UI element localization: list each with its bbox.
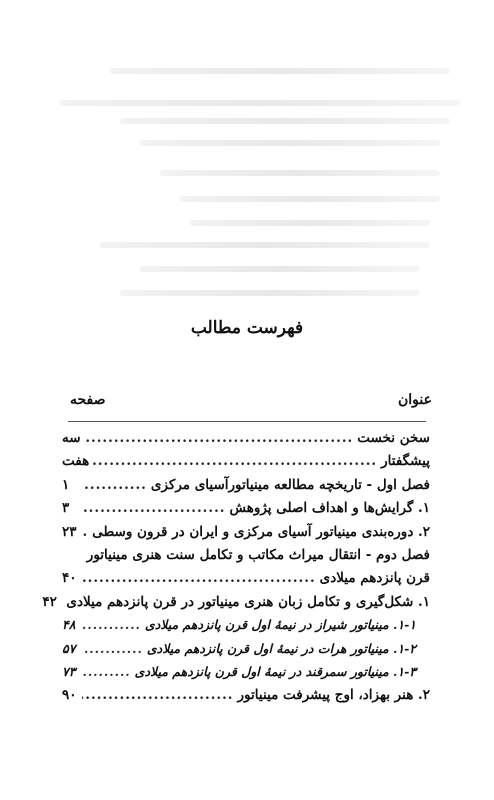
toc-entry-page: ۲۳ [62, 523, 77, 540]
toc-entry [62, 524, 430, 547]
toc-entry [62, 500, 430, 523]
toc-entry-page: ۳ [62, 500, 70, 517]
toc-entry-label: ۱. گرایش‌ها و اهداف اصلی پژوهش [229, 500, 430, 517]
toc-entry-page: ۴۲ [42, 593, 57, 610]
leader-dots [82, 664, 131, 679]
toc-entry [62, 617, 430, 640]
toc-entry-page: هفت [62, 453, 90, 470]
leader-dots [82, 617, 141, 632]
leader-dots [82, 524, 88, 540]
toc-entry-label: فصل اول - تاریخچه مطالعه مینیاتورآسیای مرکزی [150, 476, 430, 493]
toc-entry-label: ۱-۳. مینیاتور سمرقند در نیمهٔ اول قرن پانزدهم میلادی [134, 663, 416, 679]
leader-dots [85, 430, 354, 446]
toc-entry-label: قرن پانزدهم میلادی [319, 570, 430, 587]
toc-entry-label: ۱-۱. مینیاتور شیراز در نیمهٔ اول قرن پانزدهم میلادی [144, 617, 416, 633]
header-divider [68, 421, 426, 422]
leader-dots [82, 477, 147, 493]
toc-entry-page: ۵۷ [62, 640, 76, 656]
toc-entry [62, 687, 430, 710]
toc-entry-label: ۲. دوره‌بندی مینیاتور آسیای مرکزی و ایران در قرون وسطی [92, 523, 430, 540]
leader-dots [82, 687, 234, 703]
toc-entry-label: ۱-۲. مینیاتور هرات در نیمهٔ اول قرن پانزدهم میلادی [146, 640, 416, 656]
toc-entry [62, 430, 430, 453]
toc-entry [62, 453, 430, 476]
toc-entry-label: سخن نخست [357, 430, 430, 446]
toc-entry-page: سه [62, 430, 81, 446]
toc-entry-page: ۱ [62, 476, 70, 493]
toc-entry-label: ۲. هنر بهزاد، اوج پیشرفت مینیاتور [237, 687, 430, 704]
leader-dots [93, 453, 377, 469]
toc-list [42, 430, 430, 711]
toc-entry-page: ۹۰ [62, 687, 77, 704]
toc-entry-label: فصل دوم - انتقال میراث مکاتب و تکامل سنت هنری مینیاتور [86, 546, 430, 563]
leader-dots [82, 570, 316, 586]
toc-entry-page: ۴۸ [62, 617, 76, 633]
toc-entry-page: ۷۳ [62, 663, 76, 679]
leader-dots [82, 641, 143, 656]
toc-entry-label: پیشگفتار [381, 453, 430, 470]
toc-entry [62, 477, 430, 500]
toc-entry-page: ۴۰ [62, 570, 77, 587]
page-title: فهرست مطالب [190, 318, 304, 338]
column-header-page: صفحه [70, 392, 106, 408]
toc-entry [42, 593, 430, 617]
leader-dots [82, 500, 225, 516]
toc-entry [62, 664, 430, 687]
toc-entry [62, 641, 430, 664]
column-header-title: عنوان [398, 392, 432, 408]
toc-entry [62, 570, 430, 593]
toc-entry [62, 547, 430, 570]
toc-entry-label: ۱. شکل‌گیری و تکامل زبان هنری مینیاتور در قرن پانزدهم میلادی [66, 593, 430, 610]
